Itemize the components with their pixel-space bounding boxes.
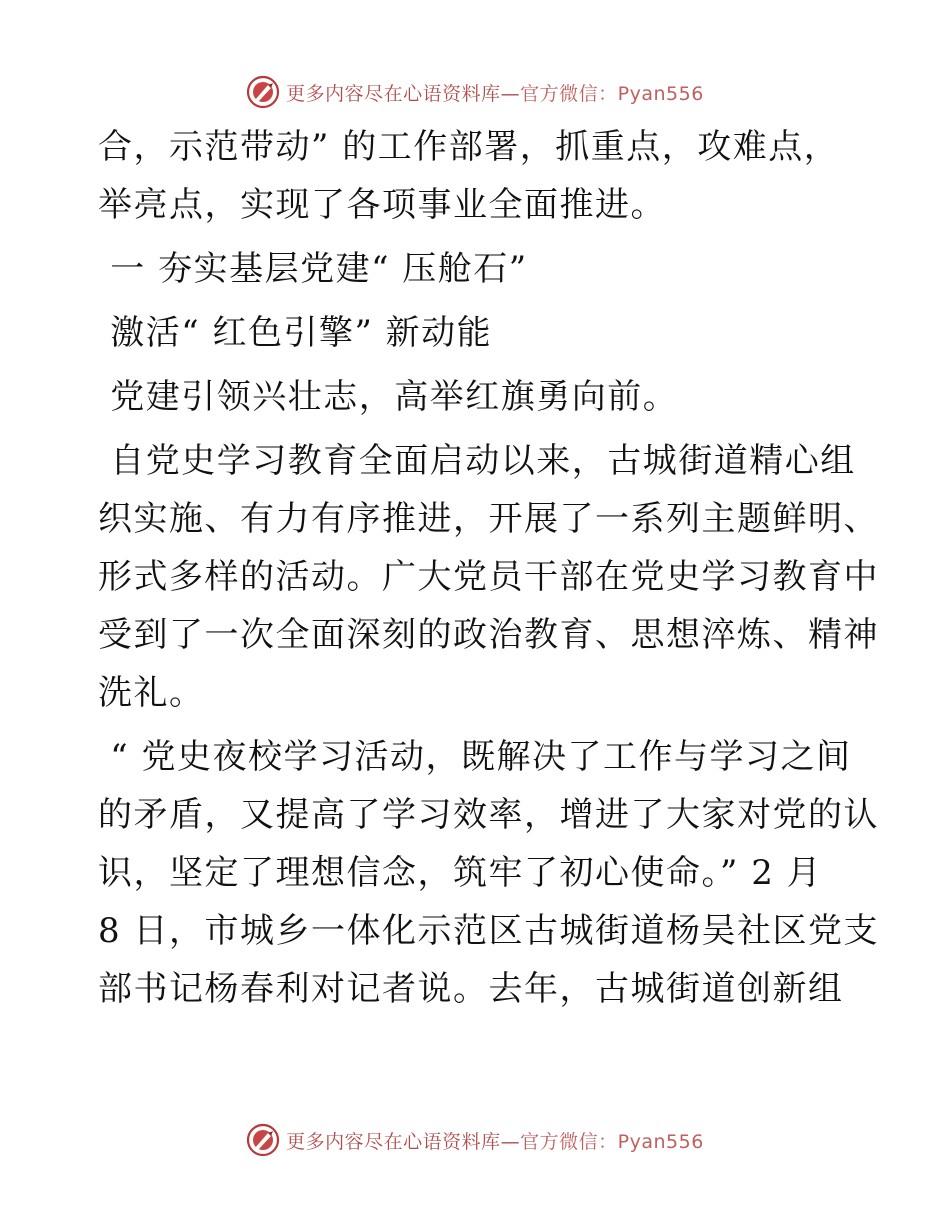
watermark-dash: — bbox=[500, 1130, 521, 1153]
text-line: 部书记杨春利对记者说。去年，古城街道创新组 bbox=[98, 969, 844, 1009]
text-line: 的矛盾，又提高了学习效率，增进了大家对党的认 bbox=[98, 795, 879, 835]
text-line: 受到了一次全面深刻的政治教育、思想淬炼、精神 bbox=[98, 615, 879, 655]
text-line: 自党史学习教育全面启动以来，古城街道精心组 bbox=[98, 441, 856, 481]
text-line: 合，示范带动” 的工作部署，抓重点，攻难点， bbox=[98, 127, 840, 167]
section-heading: 一 夯实基层党建“ 压舱石” bbox=[98, 249, 528, 289]
watermark-main-text: 更多内容尽在心语资料库 bbox=[286, 1130, 501, 1153]
text-line: 8 日，市城乡一体化示范区古城街道杨吴社区党支 bbox=[98, 911, 879, 951]
document-body bbox=[98, 118, 879, 1018]
pen-logo-icon bbox=[246, 75, 280, 109]
text-line: 党建引领兴壮志，高举红旗勇向前。 bbox=[98, 377, 679, 417]
text-line: 举亮点，实现了各项事业全面推进。 bbox=[98, 185, 666, 225]
text-line: “ 党史夜校学习活动，既解决了工作与学习之间 bbox=[98, 737, 852, 777]
footer-watermark bbox=[0, 1120, 950, 1160]
text-line: 识，坚定了理想信念，筑牢了初心使命。” 2 月 bbox=[98, 853, 823, 893]
watermark-dash: — bbox=[500, 82, 521, 105]
header-watermark bbox=[0, 72, 950, 112]
text-line: 织实施、有力有序推进，开展了一系列主题鲜明、 bbox=[98, 499, 879, 539]
watermark-official-text: 官方微信：Pyan556 bbox=[520, 1130, 704, 1153]
section-subheading: 激活“ 红色引擎” 新动能 bbox=[98, 313, 493, 353]
watermark-official-text: 官方微信：Pyan556 bbox=[520, 82, 704, 105]
watermark-main-text: 更多内容尽在心语资料库 bbox=[286, 82, 501, 105]
pen-logo-icon bbox=[246, 1123, 280, 1157]
text-line: 形式多样的活动。广大党员干部在党史学习教育中 bbox=[98, 557, 879, 597]
text-line: 洗礼。 bbox=[98, 673, 205, 713]
